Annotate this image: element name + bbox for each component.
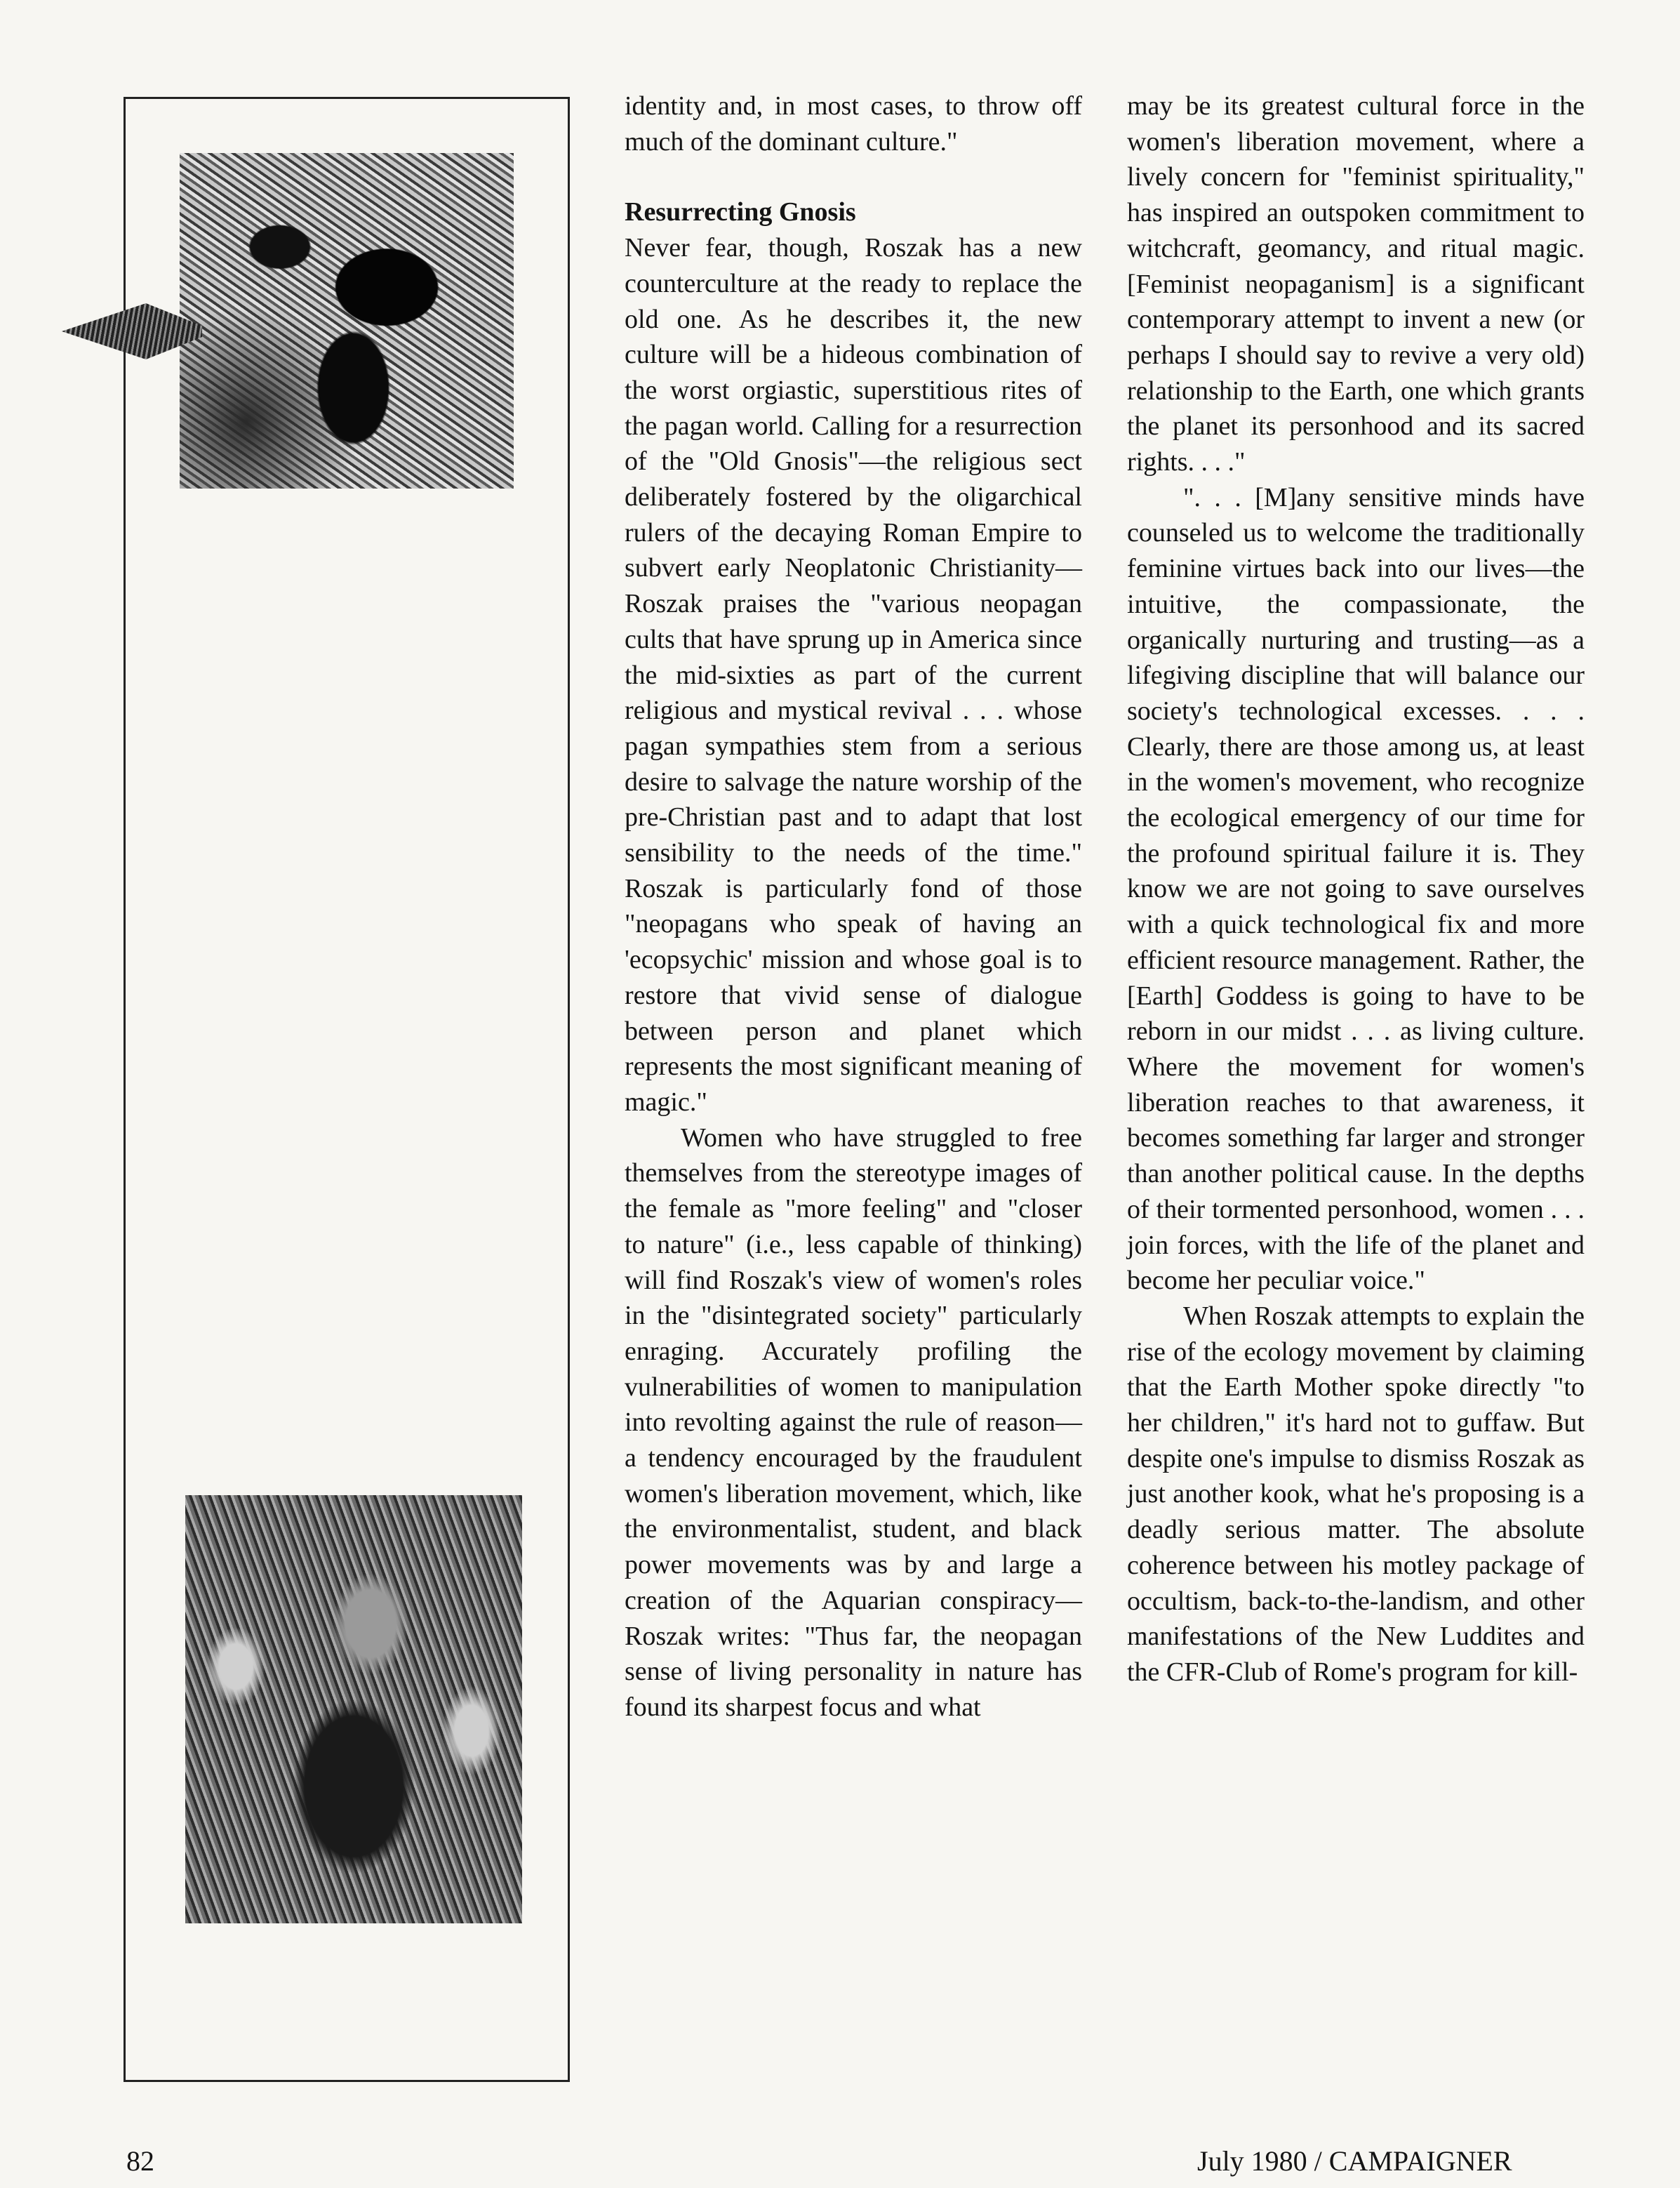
paragraph: When Roszak attempts to explain the rise of the ecology movement by claiming that the Earth Mother spoke directly "to her children," it's hard not to guffaw. But despite one's impulse to dismiss Roszak as just another kook, what he's proposing is a deadly serious matter. The absolute coherence between his motley package of occultism, back-to-the-landism, and other manifestations of the New Luddites and the CFR-Club of Rome's program for kill- [1127, 1301, 1585, 1687]
paragraph: Women who have struggled to free themselves from the stereotype images of the female as "more feeling" and "closer to nature" (i.e., less capable of thinking) will find Roszak's view of women's roles in the "disintegrated society" particularly enraging. Accurately profiling the vulnerabilities of women to manipulation into revolting against the rule of reason—a tendency encouraged by the fraudulent women's liberation movement, which, like the environmentalist, student, and black power movements was by and large a creation of the Aquarian conspiracy—Roszak writes: "Thus far, the neopagan sense of living personality in nature has found its sharpest focus and what [625, 1122, 1082, 1722]
witch-broom-photo [180, 153, 514, 489]
section-heading: Resurrecting Gnosis [625, 197, 856, 227]
paragraph: ". . . [M]any sensitive minds have counseled us to welcome the traditionally feminine virtues back into our lives—the intuitive, the compassionate, the organically nurturing and trusting—as a lifegiving discipline that will balance our society's technological excesses. . . . Clearly, there are those among us, at least in the women's movement, who recognize the ecological emergency of our time for the profound spiritual failure it is. They know we are not going to save ourselves with a quick technological fix and more efficient resource management. Rather, the [Earth] Goddess is going to have to be reborn in our midst . . . as living culture. Where the movement for women's liberation reaches to that awareness, it becomes something far larger and stronger than another political cause. In the depths of their tormented personhood, women . . . join forces, with the life of the planet and become her peculiar voice." [1127, 482, 1585, 1296]
issue-masthead: July 1980 / CAMPAIGNER [1197, 2145, 1512, 2177]
paragraph: identity and, in most cases, to throw off much of the dominant culture." [625, 91, 1082, 157]
crowd-photo [185, 1495, 522, 1923]
paragraph: may be its greatest cultural force in the women's liberation movement, where a lively concern for "feminist spirituality," has inspired an outspoken commitment to witchcraft, geomancy, and ritual magic. [Feminist neopaganism] is a significant contemporary attempt to invent a new (or perhaps I should say to revive a very old) relationship to the Earth, one which grants the planet its personhood and its sacred rights. . . ." [1127, 91, 1585, 477]
text-column-1 [625, 88, 1082, 1725]
text-column-2 [1127, 88, 1585, 1690]
page-number: 82 [126, 2145, 154, 2177]
paragraph: Never fear, though, Roszak has a new counterculture at the ready to replace the old one. As he describes it, the new culture will be a hideous combination of the worst orgiastic, superstitious rites of the pagan world. Calling for a resurrection of the "Old Gnosis"—the religious sect deliberately fostered by the oligarchical rulers of the decaying Roman Empire to subvert early Neoplatonic Christianity—Roszak praises the "various neopagan cults that have sprung up in America since the mid-sixties as part of the current religious and mystical revival . . . whose pagan sympathies stem from a serious desire to salvage the nature worship of the pre-Christian past and to adapt that lost sensibility to the needs of the time." Roszak is particularly fond of those "neopagans who speak of having an 'ecopsychic' mission and whose goal is to restore that vivid sense of dialogue between person and planet which represents the most significant meaning of magic." [625, 233, 1082, 1117]
